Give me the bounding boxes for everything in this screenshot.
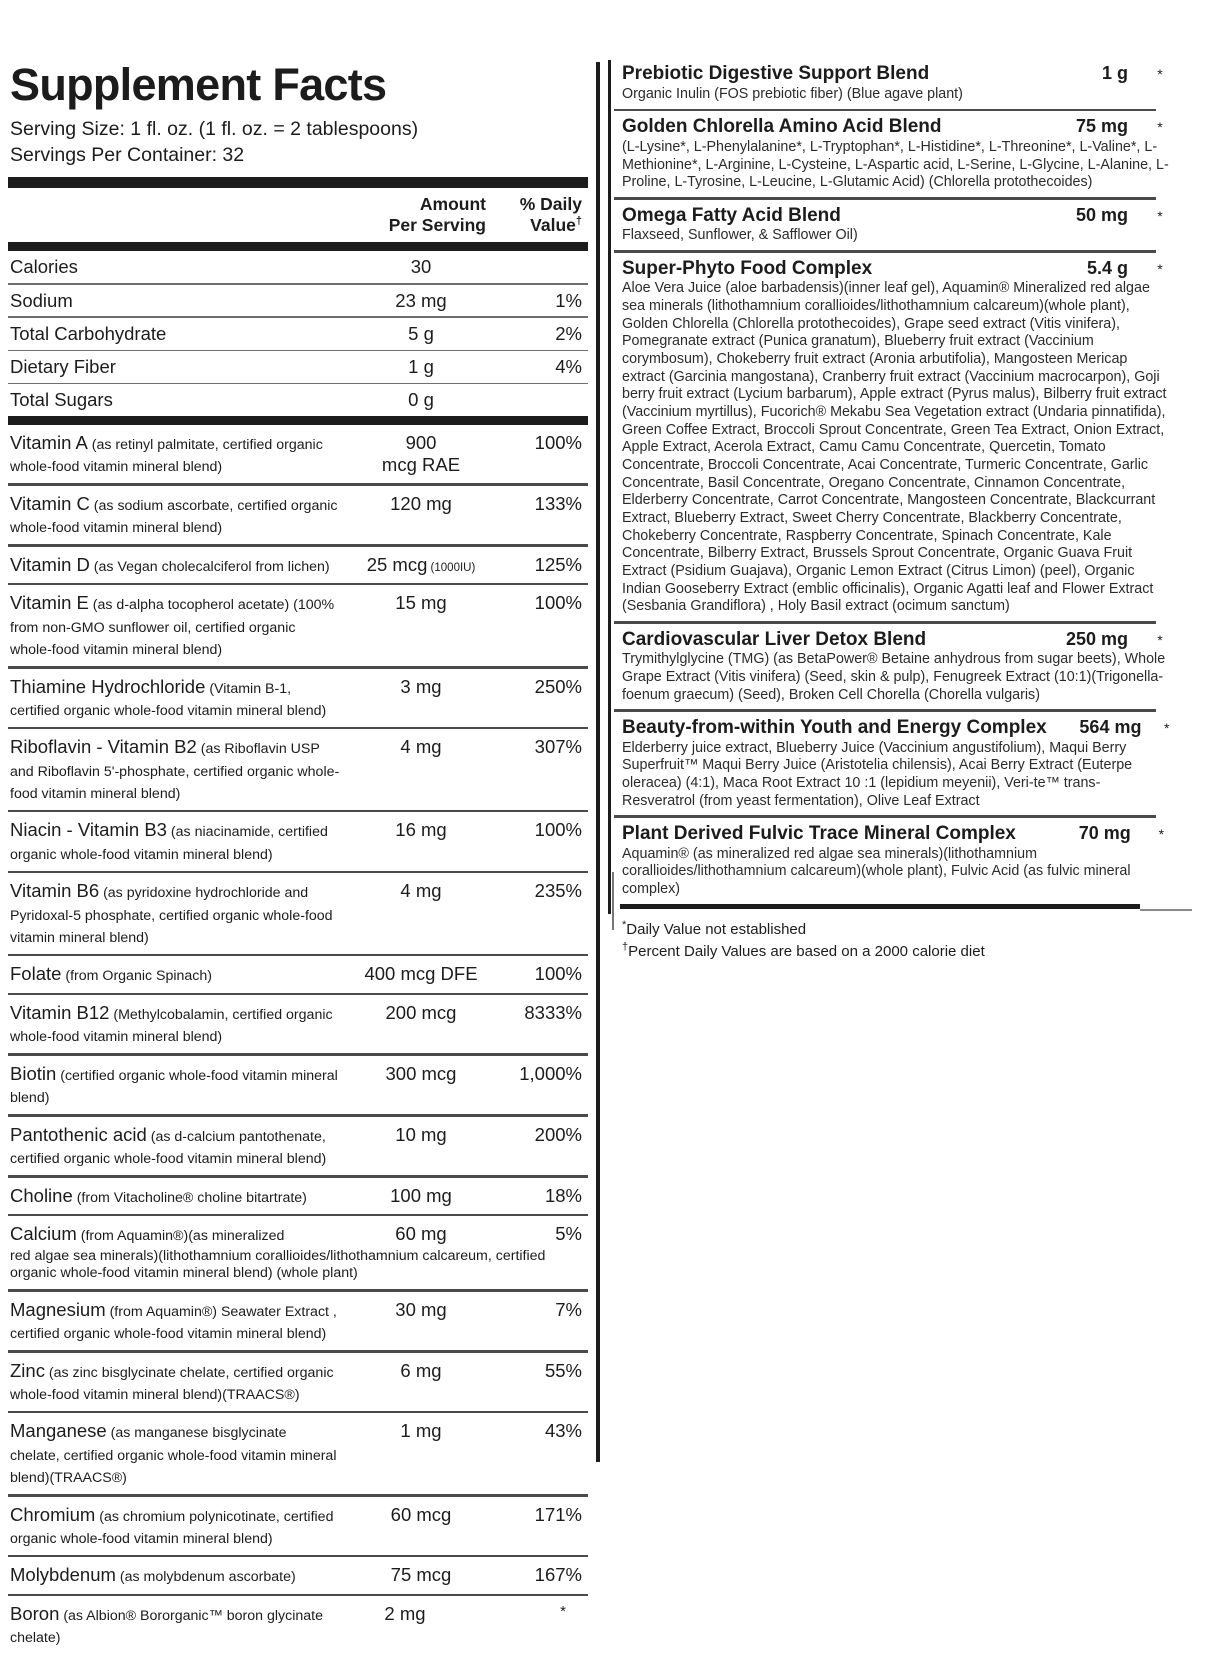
vitamin-amount-value: 60 mcg (390, 1503, 452, 1525)
vitamin-amount (346, 1124, 496, 1146)
vitamin-daily-value: 5% (555, 1223, 582, 1245)
blend-amount: 1 g (1101, 63, 1128, 83)
vitamin-row-main (8, 1596, 588, 1654)
vitamin-row-main (8, 1292, 588, 1350)
vitamin-name (10, 493, 346, 537)
footnote-divider-bar-thin (1140, 909, 1192, 911)
vitamin-amount (346, 554, 496, 576)
blend-section (614, 58, 1192, 109)
table-row (8, 486, 588, 544)
table-row (8, 585, 588, 666)
vitamin-amount-value: 120 mg (390, 492, 452, 514)
table-row (8, 1216, 588, 1289)
vitamin-name (10, 1504, 346, 1548)
vitamin-name (10, 1185, 346, 1207)
vitamin-amount-value: 30 mg (395, 1298, 447, 1320)
vitamin-row-main (8, 547, 588, 583)
blend-section (614, 818, 1192, 904)
vitamin-row-main (8, 873, 588, 954)
vitamin-row-main (8, 995, 588, 1053)
nutrient-daily-value: 2% (555, 322, 582, 344)
blend-name: Omega Fatty Acid Blend (622, 204, 841, 226)
vitamin-amount-value: 60 mg (395, 1223, 447, 1245)
vitamin-amount-value: 400 mcg DFE (364, 963, 478, 985)
table-row (8, 956, 588, 992)
vitamin-name-label: Calcium (10, 1223, 77, 1245)
vitamin-name-label: Pantothenic acid (10, 1123, 147, 1145)
vitamin-source-detail: (as Vegan cholecalciferol from lichen) (89, 558, 330, 575)
blend-daily-value-star: * (1157, 207, 1163, 224)
nutrient-name: Dietary Fiber (10, 356, 116, 378)
vitamin-name-label: Chromium (10, 1503, 96, 1525)
table-row (8, 729, 588, 810)
vitamin-name-label: Thiamine Hydrochloride (10, 675, 206, 697)
nutrient-name: Sodium (10, 289, 73, 311)
vitamin-name (10, 432, 346, 476)
vitamin-row-main (8, 486, 588, 544)
vitamin-daily-value: 18% (544, 1184, 582, 1206)
vitamin-source-detail: (as Albion® Bororganic™ boron glycinate chelate) (10, 1608, 323, 1647)
vitamin-daily-value: 307% (534, 736, 582, 758)
vitamin-amount-value: 75 mcg (390, 1564, 452, 1586)
nutrient-amount: 5 g (408, 322, 434, 344)
nutrient-amount: 23 mg (395, 289, 447, 311)
table-row (8, 812, 588, 870)
vitamin-daily-value: 200% (534, 1123, 582, 1145)
vitamin-name-label: Vitamin A (10, 432, 88, 454)
vitamin-amount-value: 900 (405, 432, 437, 454)
vitamin-name-label: Vitamin D (10, 553, 90, 575)
vitamin-mineral-list (8, 425, 588, 1654)
vitamin-name (10, 1360, 346, 1404)
blend-daily-value-star: * (1157, 631, 1163, 648)
vitamin-daily-value: 8333% (524, 1002, 582, 1024)
vitamin-name-label: Vitamin B12 (10, 1002, 110, 1024)
blend-ingredients: Aloe Vera Juice (aloe barbadensis)(inner leaf gel), Aquamin® Mineralized red algae sea minerals (lithothamnium corallioides/lithothamnium calcareum)(whole plant), Golden Chlorella (Chlorella protothecoides), Grape seed extract (Vitis vinifera), Pomegranate extract (Punica granatum), Blueberry fruit extract (Vaccinium corymbosum), Chokeberry fruit extract (Aronia arbutifolia), Mangosteen Mericap extract (Garcinia mangostana), Cranberry fruit extract (Vaccinium macrocarpon), Goji berry fruit extract (Lycium barbarum), Apple extract (Pyrus malus), Bilberry fruit extract (Vaccinium myrtillus), Fucorich® Mekabu Sea Vegetation extract (Undaria pinnatifida), Green Coffee Extract, Broccoli Sprout Concentrate, Green Tea Extract, Onion Extract, Apple Extract, Acerola Extract, Camu Camu Concentrate, Quercetin, Tomato Concentrate, Broccoli Concentrate, Acai Concentrate, Turmeric Concentrate, Garlic Concentrate, Basil Concentrate, Oregano Concentrate, Cinnamon Concentrate, Elderberry Concentrate, Carrot Concentrate, Mangosteen Concentrate, Blackcurrant Extract, Blueberry Extract, Sweet Cherry Concentrate, Blackberry Concentrate, Chokeberry Concentrate, Raspberry Concentrate, Spinach Concentrate, Kale Concentrate, Bilberry Extract, Brussels Sprout Concentrate, Organic Guava Fruit Extract (Psidium Guajava), Organic Lemon Extract (Citrus Limon) (peel), Organic Indian Gooseberry Extract (emblic officinalis), Organic Agatti leaf and Flower Extract (Sesbania Grandiflora) , Holy Basil extract (ocimum sanctum) (622, 280, 1167, 615)
vitamin-daily-value: 100% (534, 819, 582, 841)
vitamin-name (10, 554, 346, 576)
table-row (8, 1497, 588, 1555)
table-row (8, 425, 588, 483)
vitamin-amount (346, 1002, 496, 1024)
table-row (8, 351, 588, 383)
vitamin-amount (346, 819, 496, 841)
blend-amount: 70 mg (1078, 822, 1131, 843)
vitamin-amount (346, 1299, 496, 1321)
vitamin-row-main (8, 1557, 588, 1593)
vitamin-name-label: Vitamin B6 (10, 880, 100, 902)
vitamin-amount (346, 736, 496, 758)
blend-section (614, 111, 1192, 197)
blend-section (614, 253, 1192, 621)
blend-name: Beauty-from-within Youth and Energy Complex (622, 716, 1047, 738)
vitamin-name (10, 1299, 346, 1343)
nutrient-amount: 1 g (408, 356, 434, 378)
servings-per-container: Servings Per Container: 32 (10, 143, 245, 166)
blend-header (614, 203, 1192, 228)
column-header-daily-value (490, 194, 588, 236)
vitamin-name-label: Choline (10, 1184, 73, 1206)
table-row (8, 1353, 588, 1411)
vitamin-daily-value: 43% (544, 1420, 582, 1442)
vitamin-amount (346, 1504, 496, 1526)
vitamin-name (10, 880, 346, 947)
column-header-amount (336, 194, 490, 236)
vitamin-amount-value: 4 mg (400, 880, 442, 902)
blend-header (614, 715, 1192, 740)
vitamin-daily-value: 171% (534, 1503, 582, 1525)
vitamin-amount (346, 1564, 496, 1586)
table-row (8, 1056, 588, 1114)
table-row (8, 873, 588, 954)
vitamin-source-detail: (as manganese bisglycinate chelate, certified organic whole-food vitamin mineral blend)(TRAACS®) (10, 1425, 337, 1486)
nutrient-amount: 30 (410, 256, 432, 278)
vitamin-name (10, 736, 346, 803)
table-row (8, 1413, 588, 1494)
vitamin-amount (346, 1223, 496, 1245)
blend-name: Cardiovascular Liver Detox Blend (622, 628, 927, 650)
vitamin-source-detail: (as molybdenum ascorbate) (115, 1569, 296, 1586)
vitamin-name-label: Molybdenum (10, 1564, 116, 1586)
vitamin-row-main (8, 585, 588, 666)
table-row (8, 1178, 588, 1214)
table-row (8, 1596, 588, 1654)
vitamin-source-detail-continued: red algae sea minerals)(lithothamnium corallioides/lithothamnium calcareum, certified organic whole-food vitamin mineral blend) (whole plant) (10, 1247, 546, 1281)
vitamin-name-label: Vitamin C (10, 492, 90, 514)
table-row (8, 384, 588, 416)
vitamin-daily-value: 250% (534, 675, 582, 697)
vitamin-name (10, 1420, 346, 1487)
vitamin-amount (346, 1420, 496, 1442)
footnote-dagger (622, 940, 1192, 962)
blend-amount: 75 mg (1075, 116, 1128, 137)
vitamin-amount (346, 963, 496, 985)
vitamin-daily-value: 1,000% (519, 1062, 582, 1084)
vitamin-amount (346, 1185, 496, 1207)
vitamin-amount (346, 592, 496, 614)
vitamin-daily-value: 167% (534, 1564, 582, 1586)
vitamin-source-detail: (as sodium ascorbate, certified organic whole-food vitamin mineral blend) (10, 497, 338, 537)
vitamin-daily-value: 7% (555, 1298, 582, 1320)
serving-size: Serving Size: 1 fl. oz. (1 fl. oz. = 2 tablespoons) (10, 118, 419, 140)
vitamin-daily-value: 133% (534, 492, 582, 514)
header-bar-bottom (8, 242, 588, 251)
table-row (8, 251, 588, 283)
vitamin-source-detail: (from Aquamin®)(as mineralized (76, 1228, 285, 1245)
vitamin-source-detail: (as d-calcium pantothenate, certified organic whole-food vitamin mineral blend) (10, 1128, 327, 1168)
page-title: Supplement Facts (10, 59, 387, 110)
vitamin-amount-value: 1 mg (400, 1420, 442, 1442)
vitamin-source-detail: (as d-alpha tocopherol acetate) (100% from non-GMO sunflower oil, certified organic whole-food vitamin mineral blend) (10, 597, 335, 658)
footnote-star (622, 918, 1192, 940)
vitamin-source-detail: (as pyridoxine hydrochloride and Pyridoxal-5 phosphate, certified organic whole-food vitamin mineral blend) (10, 885, 333, 946)
dv-line2: Value (530, 215, 576, 236)
vitamin-name (10, 1063, 346, 1107)
footnote-dagger-symbol: † (622, 941, 629, 954)
vitamins-divider-bar (8, 416, 588, 425)
blend-amount: 250 mg (1065, 628, 1128, 649)
right-panel (614, 58, 1192, 962)
vitamin-amount (330, 1603, 480, 1625)
vitamin-source-detail: (as retinyl palmitate, certified organic whole-food vitamin mineral blend) (10, 437, 323, 476)
vitamin-daily-value: * (560, 1603, 566, 1621)
blend-header (614, 256, 1192, 281)
vitamin-amount (346, 432, 496, 476)
vitamin-row-main (8, 1497, 588, 1555)
blend-name: Golden Chlorella Amino Acid Blend (622, 116, 942, 138)
vitamin-daily-value: 100% (534, 963, 582, 985)
vitamin-source-detail: (Methylcobalamin, certified organic whole-food vitamin mineral blend) (10, 1007, 333, 1046)
blend-ingredients: Flaxseed, Sunflower, & Safflower Oil) (622, 227, 858, 244)
vitamin-name-label: Riboflavin - Vitamin B2 (10, 736, 197, 758)
amount-line2: Per Serving (388, 215, 486, 236)
blend-name: Plant Derived Fulvic Trace Mineral Complex (622, 822, 1016, 844)
vitamin-source-detail: (certified organic whole-food vitamin mineral blend) (10, 1067, 338, 1107)
nutrient-name: Total Sugars (10, 389, 113, 411)
blend-daily-value-star: * (1157, 119, 1163, 136)
vitamin-daily-value: 125% (534, 553, 582, 575)
vitamin-daily-value: 100% (534, 592, 582, 614)
vitamin-name-label: Zinc (10, 1359, 45, 1381)
vitamin-amount-value: 2 mg (384, 1603, 426, 1625)
blend-amount: 5.4 g (1086, 257, 1128, 278)
vitamin-amount-value: 16 mg (395, 819, 447, 841)
blend-section (614, 712, 1192, 815)
blend-name: Super-Phyto Food Complex (622, 257, 873, 279)
header-bar-top (8, 177, 588, 188)
vitamin-amount (346, 1063, 496, 1085)
footnote-dagger-text: Percent Daily Values are based on a 2000 calorie diet (628, 943, 985, 961)
vitamin-amount (346, 1360, 496, 1382)
vitamin-name (10, 1603, 330, 1647)
blend-daily-value-star: * (1158, 825, 1165, 842)
table-row (8, 318, 588, 350)
vitamin-amount-value: 200 mcg (385, 1002, 457, 1024)
vitamin-name-label: Magnesium (10, 1298, 106, 1320)
table-row (8, 1117, 588, 1175)
vitamin-source-detail: (from Organic Spinach) (61, 968, 213, 985)
blend-ingredients: Trymithylglycine (TMG) (as BetaPower® Betaine anhydrous from sugar beets), Whole Grape Extract (Vitis vinifera) (Seed, skin & pulp), Fenugreek Extract (10:1)(Trigonella-foenum graecum) (Seed), Broken Cell Chorella (Chorella vulgaris) (622, 651, 1166, 703)
blend-amount: 564 mg (1079, 716, 1142, 737)
vitamin-row-main (8, 1117, 588, 1175)
dv-line1: % Daily (519, 194, 582, 215)
blend-header (614, 627, 1192, 652)
vitamin-source-detail: (as Riboflavin USP and Riboflavin 5'-phosphate, certified organic whole-food vitamin mineral blend) (10, 741, 340, 802)
blend-section (614, 624, 1192, 710)
vitamin-amount-value: 10 mg (395, 1123, 447, 1145)
blend-daily-value-star: * (1164, 719, 1170, 736)
footnotes (614, 909, 1192, 963)
vitamin-name-label: Niacin - Vitamin B3 (10, 819, 167, 841)
amount-line1: Amount (419, 194, 486, 215)
proprietary-blend-list (614, 58, 1192, 904)
vitamin-row-main (8, 956, 588, 992)
vitamin-name (10, 1002, 346, 1046)
footnote-star-symbol: * (622, 918, 627, 931)
vitamin-name-label: Folate (10, 963, 62, 985)
vitamin-row-main (8, 1413, 588, 1494)
vitamin-source-detail: (Vitamin B-1, certified organic whole-food vitamin mineral blend) (10, 680, 327, 719)
vitamin-row-main (8, 812, 588, 870)
vitamin-amount (346, 880, 496, 902)
vitamin-amount-unit: mcg RAE (381, 454, 461, 476)
vitamin-daily-value: 100% (534, 432, 582, 454)
blend-header (614, 114, 1192, 139)
vitamin-row-main (8, 1178, 588, 1214)
vitamin-amount-value: 25 mcg (366, 553, 428, 575)
vitamin-row-main (8, 729, 588, 810)
table-row (8, 1292, 588, 1350)
blend-ingredients: Aquamin® (as mineralized red algae sea minerals)(lithothamnium corallioides/lithothamnium calcareum)(whole plant), Fulvic Acid (as fulvic mineral complex) (622, 845, 1131, 898)
vitamin-name (10, 819, 346, 863)
vitamin-name (10, 1223, 346, 1245)
footnote-left-border (612, 872, 614, 930)
table-row (8, 285, 588, 317)
blend-ingredients: Elderberry juice extract, Blueberry Juice (Vaccinium angustifolium), Maqui Berry Superfruit™ Maqui Berry Juice (Aristotelia chilensis), Acai Berry Extract (Euterpe oleracea) (4:1), Maca Root Extract 10 :1 (lepidium meyenii), Veri-te™ trans-Resveratrol (from yeast fermentation), Olive Leaf Extract (622, 739, 1133, 809)
vitamin-amount (346, 493, 496, 515)
basic-nutrient-list (8, 251, 588, 416)
blend-ingredients: (L-Lysine*, L-Phenylalanine*, L-Tryptophan*, L-Histidine*, L-Threonine*, L-Valine*, L-Methionine*, L-Arginine, L-Cysteine, L-Aspartic acid, L-Serine, L-Glycine, L-Alanine, L-Proline, L-Tyrosine, L-Leucine, L-Glutamic Acid) (Chlorella protothecoides) (622, 138, 1169, 191)
vitamin-name (10, 1564, 346, 1586)
vitamin-amount-value: 300 mcg (385, 1062, 457, 1084)
nutrient-name: Total Carbohydrate (10, 322, 167, 344)
dagger-symbol: † (575, 215, 582, 228)
vitamin-daily-value: 235% (534, 880, 582, 902)
nutrient-daily-value: 4% (555, 356, 582, 378)
table-row (8, 1557, 588, 1593)
nutrient-amount: 0 g (408, 389, 434, 411)
vitamin-amount-value: 15 mg (395, 592, 447, 614)
vitamin-source-detail: (from Aquamin®) Seawater Extract , certified organic whole-food vitamin mineral blend) (10, 1303, 337, 1342)
vitamin-amount-value: 3 mg (400, 675, 442, 697)
vitamin-amount-value: 4 mg (400, 736, 442, 758)
vitamin-name-label: Boron (10, 1603, 60, 1625)
blend-header (614, 821, 1192, 846)
nutrient-daily-value: 1% (555, 289, 582, 311)
column-headers (8, 188, 588, 242)
vitamin-name (10, 676, 346, 720)
vitamin-amount (346, 676, 496, 698)
vitamin-amount-alt-unit: (1000IU) (427, 561, 476, 574)
vitamin-source-detail: (as niacinamide, certified organic whole-food vitamin mineral blend) (10, 824, 328, 863)
blend-daily-value-star: * (1157, 66, 1163, 82)
vitamin-amount-value: 100 mg (390, 1184, 452, 1206)
blend-ingredients: Organic Inulin (FOS prebiotic fiber) (Blue agave plant) (622, 85, 963, 102)
vitamin-source-detail: (from Vitacholine® choline bitartrate) (72, 1189, 307, 1206)
table-row (8, 995, 588, 1053)
blend-amount: 50 mg (1075, 204, 1128, 225)
vitamin-source-detail: (as zinc bisglycinate chelate, certified organic whole-food vitamin mineral blend)(TRAACS®) (10, 1364, 334, 1403)
footnote-star-text: Daily Value not established (626, 920, 807, 938)
vitamin-name-label: Manganese (10, 1420, 107, 1442)
table-row (8, 669, 588, 727)
vitamin-name-label: Biotin (10, 1062, 57, 1084)
vitamin-source-detail: (as chromium polynicotinate, certified organic whole-food vitamin mineral blend) (10, 1508, 334, 1547)
vitamin-name (10, 592, 346, 659)
vitamin-name-label: Vitamin E (10, 592, 89, 614)
vitamin-row-main (8, 669, 588, 727)
panel-divider (608, 60, 611, 914)
vitamin-name (10, 1124, 346, 1168)
vitamin-name (10, 963, 346, 985)
blend-header (614, 61, 1192, 86)
nutrient-name: Calories (10, 256, 78, 278)
vitamin-row-main (8, 1056, 588, 1114)
blend-section (614, 200, 1192, 251)
vitamin-daily-value: 55% (544, 1359, 582, 1381)
blend-daily-value-star: * (1157, 260, 1163, 277)
table-row (8, 547, 588, 583)
left-panel (8, 59, 600, 1647)
vitamin-amount-value: 6 mg (400, 1359, 442, 1381)
vitamin-row-main (8, 425, 588, 483)
blend-name: Prebiotic Digestive Support Blend (622, 63, 930, 84)
footnote-divider-bar (620, 904, 1140, 909)
vitamin-row-main (8, 1353, 588, 1411)
